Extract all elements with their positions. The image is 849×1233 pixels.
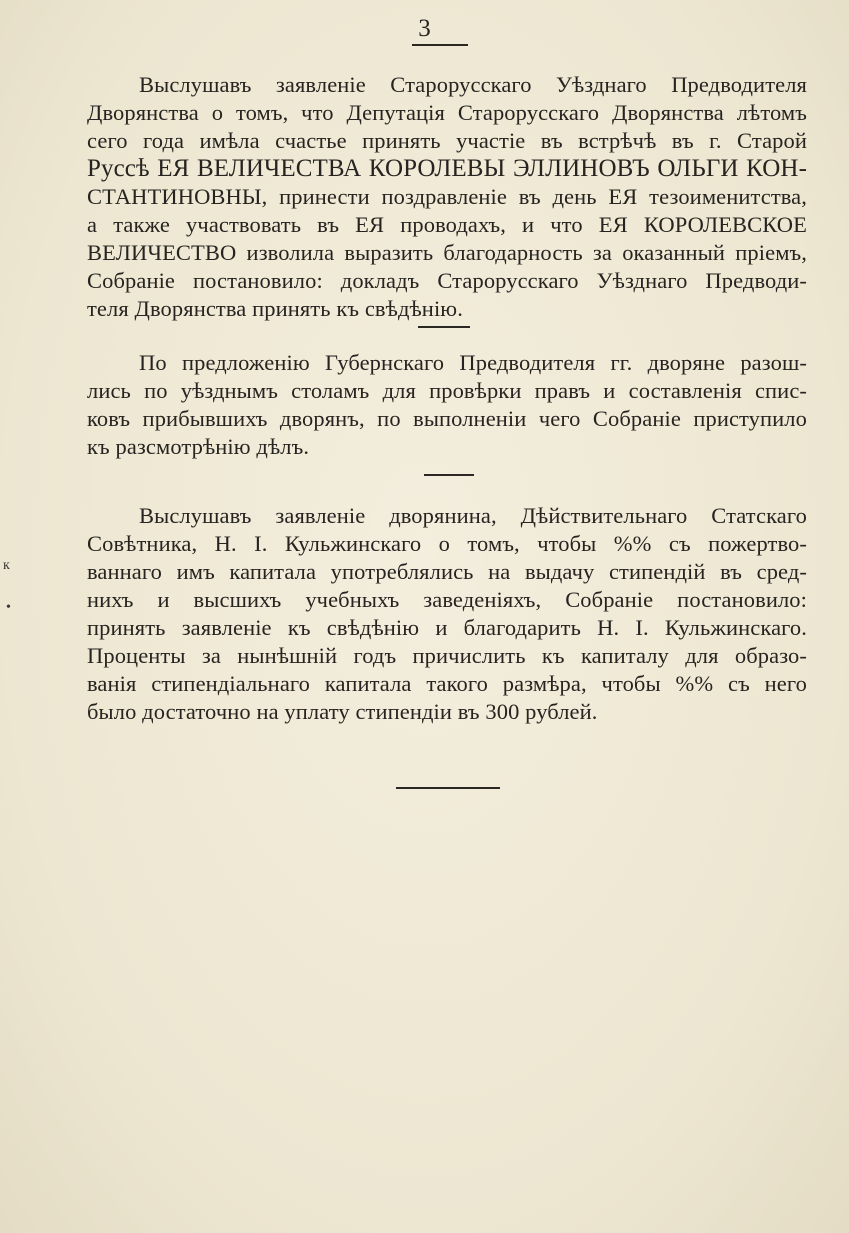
text-line: ванія стипендіальнаго капитала такого размѣра, чтобы %% съ него xyxy=(87,671,807,696)
text-line: къ разсмотрѣнію дѣлъ. xyxy=(87,434,310,459)
section-divider xyxy=(424,474,474,476)
text-line: СТАНТИНОВНЫ, принести поздравленіе въ день ЕЯ тезоименитства, xyxy=(87,184,807,209)
paragraph-tables-verification xyxy=(87,349,807,461)
page-number: 3 xyxy=(418,15,431,42)
text-line: ВЕЛИЧЕСТВО изволила выразить благодарность за оказанный пріемъ, xyxy=(87,240,807,265)
text-line: Собраніе постановило: докладъ Старорусскаго Уѣзднаго Предводи- xyxy=(87,268,807,293)
text-line: Проценты за нынѣшній годъ причислить къ капиталу для образо- xyxy=(87,643,807,668)
text-line: а также участвовать въ ЕЯ проводахъ, и что ЕЯ КОРОЛЕВСКОЕ xyxy=(87,212,807,237)
text-line: было достаточно на уплату стипендіи въ 300 рублей. xyxy=(87,699,598,724)
text-line: лись по уѣзднымъ столамъ для провѣрки правъ и составленія спис- xyxy=(87,378,807,403)
page-number-underline xyxy=(412,44,468,46)
paragraph-nobility-deputation xyxy=(87,71,807,323)
end-divider xyxy=(396,787,500,789)
text-line: Руссѣ ЕЯ ВЕЛИЧЕСТВА КОРОЛЕВЫ ЭЛЛИНОВЪ ОЛЬГИ КОН- xyxy=(87,155,807,182)
text-line: Дворянства о томъ, что Депутація Старорусскаго Дворянства лѣтомъ xyxy=(87,100,807,125)
margin-mark: • xyxy=(6,600,11,615)
text-line: теля Дворянства принять къ свѣдѣнію. xyxy=(87,296,463,321)
paragraph-kulzhinsky-donation xyxy=(87,502,807,726)
margin-mark: к xyxy=(3,558,10,573)
text-line: сего года имѣла счастье принять участіе въ встрѣчѣ въ г. Старой xyxy=(87,128,807,153)
text-line: Выслушавъ заявленіе Старорусскаго Уѣзднаго Предводителя xyxy=(139,72,807,97)
text-line: По предложенію Губернскаго Предводителя гг. дворяне разош- xyxy=(139,350,807,375)
text-line: принять заявленіе къ свѣдѣнію и благодарить Н. І. Кульжинскаго. xyxy=(87,615,807,640)
text-line: ковъ прибывшихъ дворянъ, по выполненіи чего Собраніе приступило xyxy=(87,406,807,431)
text-line: ваннаго имъ капитала употреблялись на выдачу стипендій въ сред- xyxy=(87,559,807,584)
text-line: нихъ и высшихъ учебныхъ заведеніяхъ, Собраніе постановило: xyxy=(87,587,807,612)
text-line: Выслушавъ заявленіе дворянина, Дѣйствительнаго Статскаго xyxy=(139,503,807,528)
text-line: Совѣтника, Н. І. Кульжинскаго о томъ, чтобы %% съ пожертво- xyxy=(87,531,807,556)
section-divider xyxy=(418,326,470,328)
